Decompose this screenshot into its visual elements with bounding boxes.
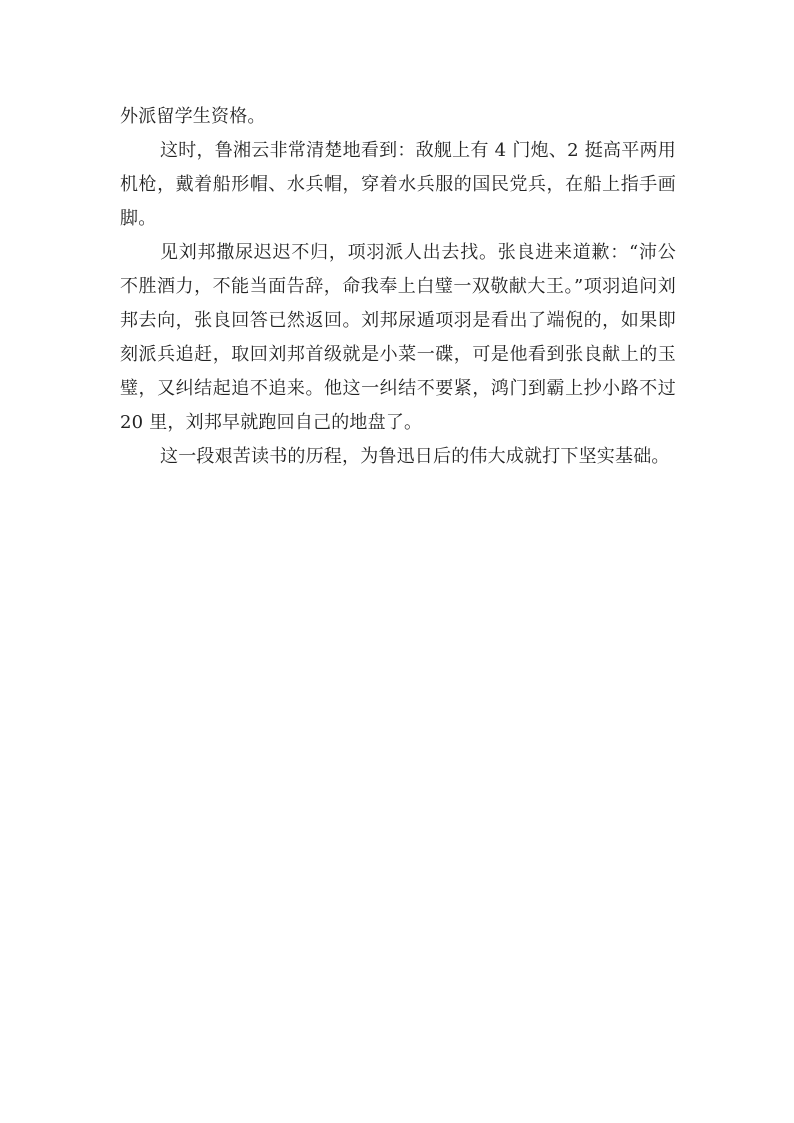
paragraph-liu-bang: 见刘邦撒尿迟迟不归，项羽派人出去找。张良进来道歉：“沛公不胜酒力，不能当面告辞，命我奉上白璧一双敬献大王。”项羽追问刘邦去向，张良回答已然返回。刘邦尿遁项羽是看出了端倪的，如果即刻派兵追赶，取回刘邦首级就是小菜一碟，可是他看到张良献上的玉璧，又纠结起追不追来。他这一纠结不要紧，鸿门到霸上抄小路不过 20 里，刘邦早就跑回自己的地盘了。 <box>120 242 676 433</box>
paragraph-continuation: 外派留学生资格。 <box>120 106 266 127</box>
paragraph-warship: 这时，鲁湘云非常清楚地看到：敌舰上有 4 门炮、2 挺高平两用机枪，戴着船形帽、水兵帽，穿着水兵服的国民党兵，在船上指手画脚。 <box>120 140 676 229</box>
paragraph-lu-xun: 这一段艰苦读书的历程，为鲁迅日后的伟大成就打下坚实基础。 <box>160 446 670 467</box>
document-body <box>120 100 676 474</box>
